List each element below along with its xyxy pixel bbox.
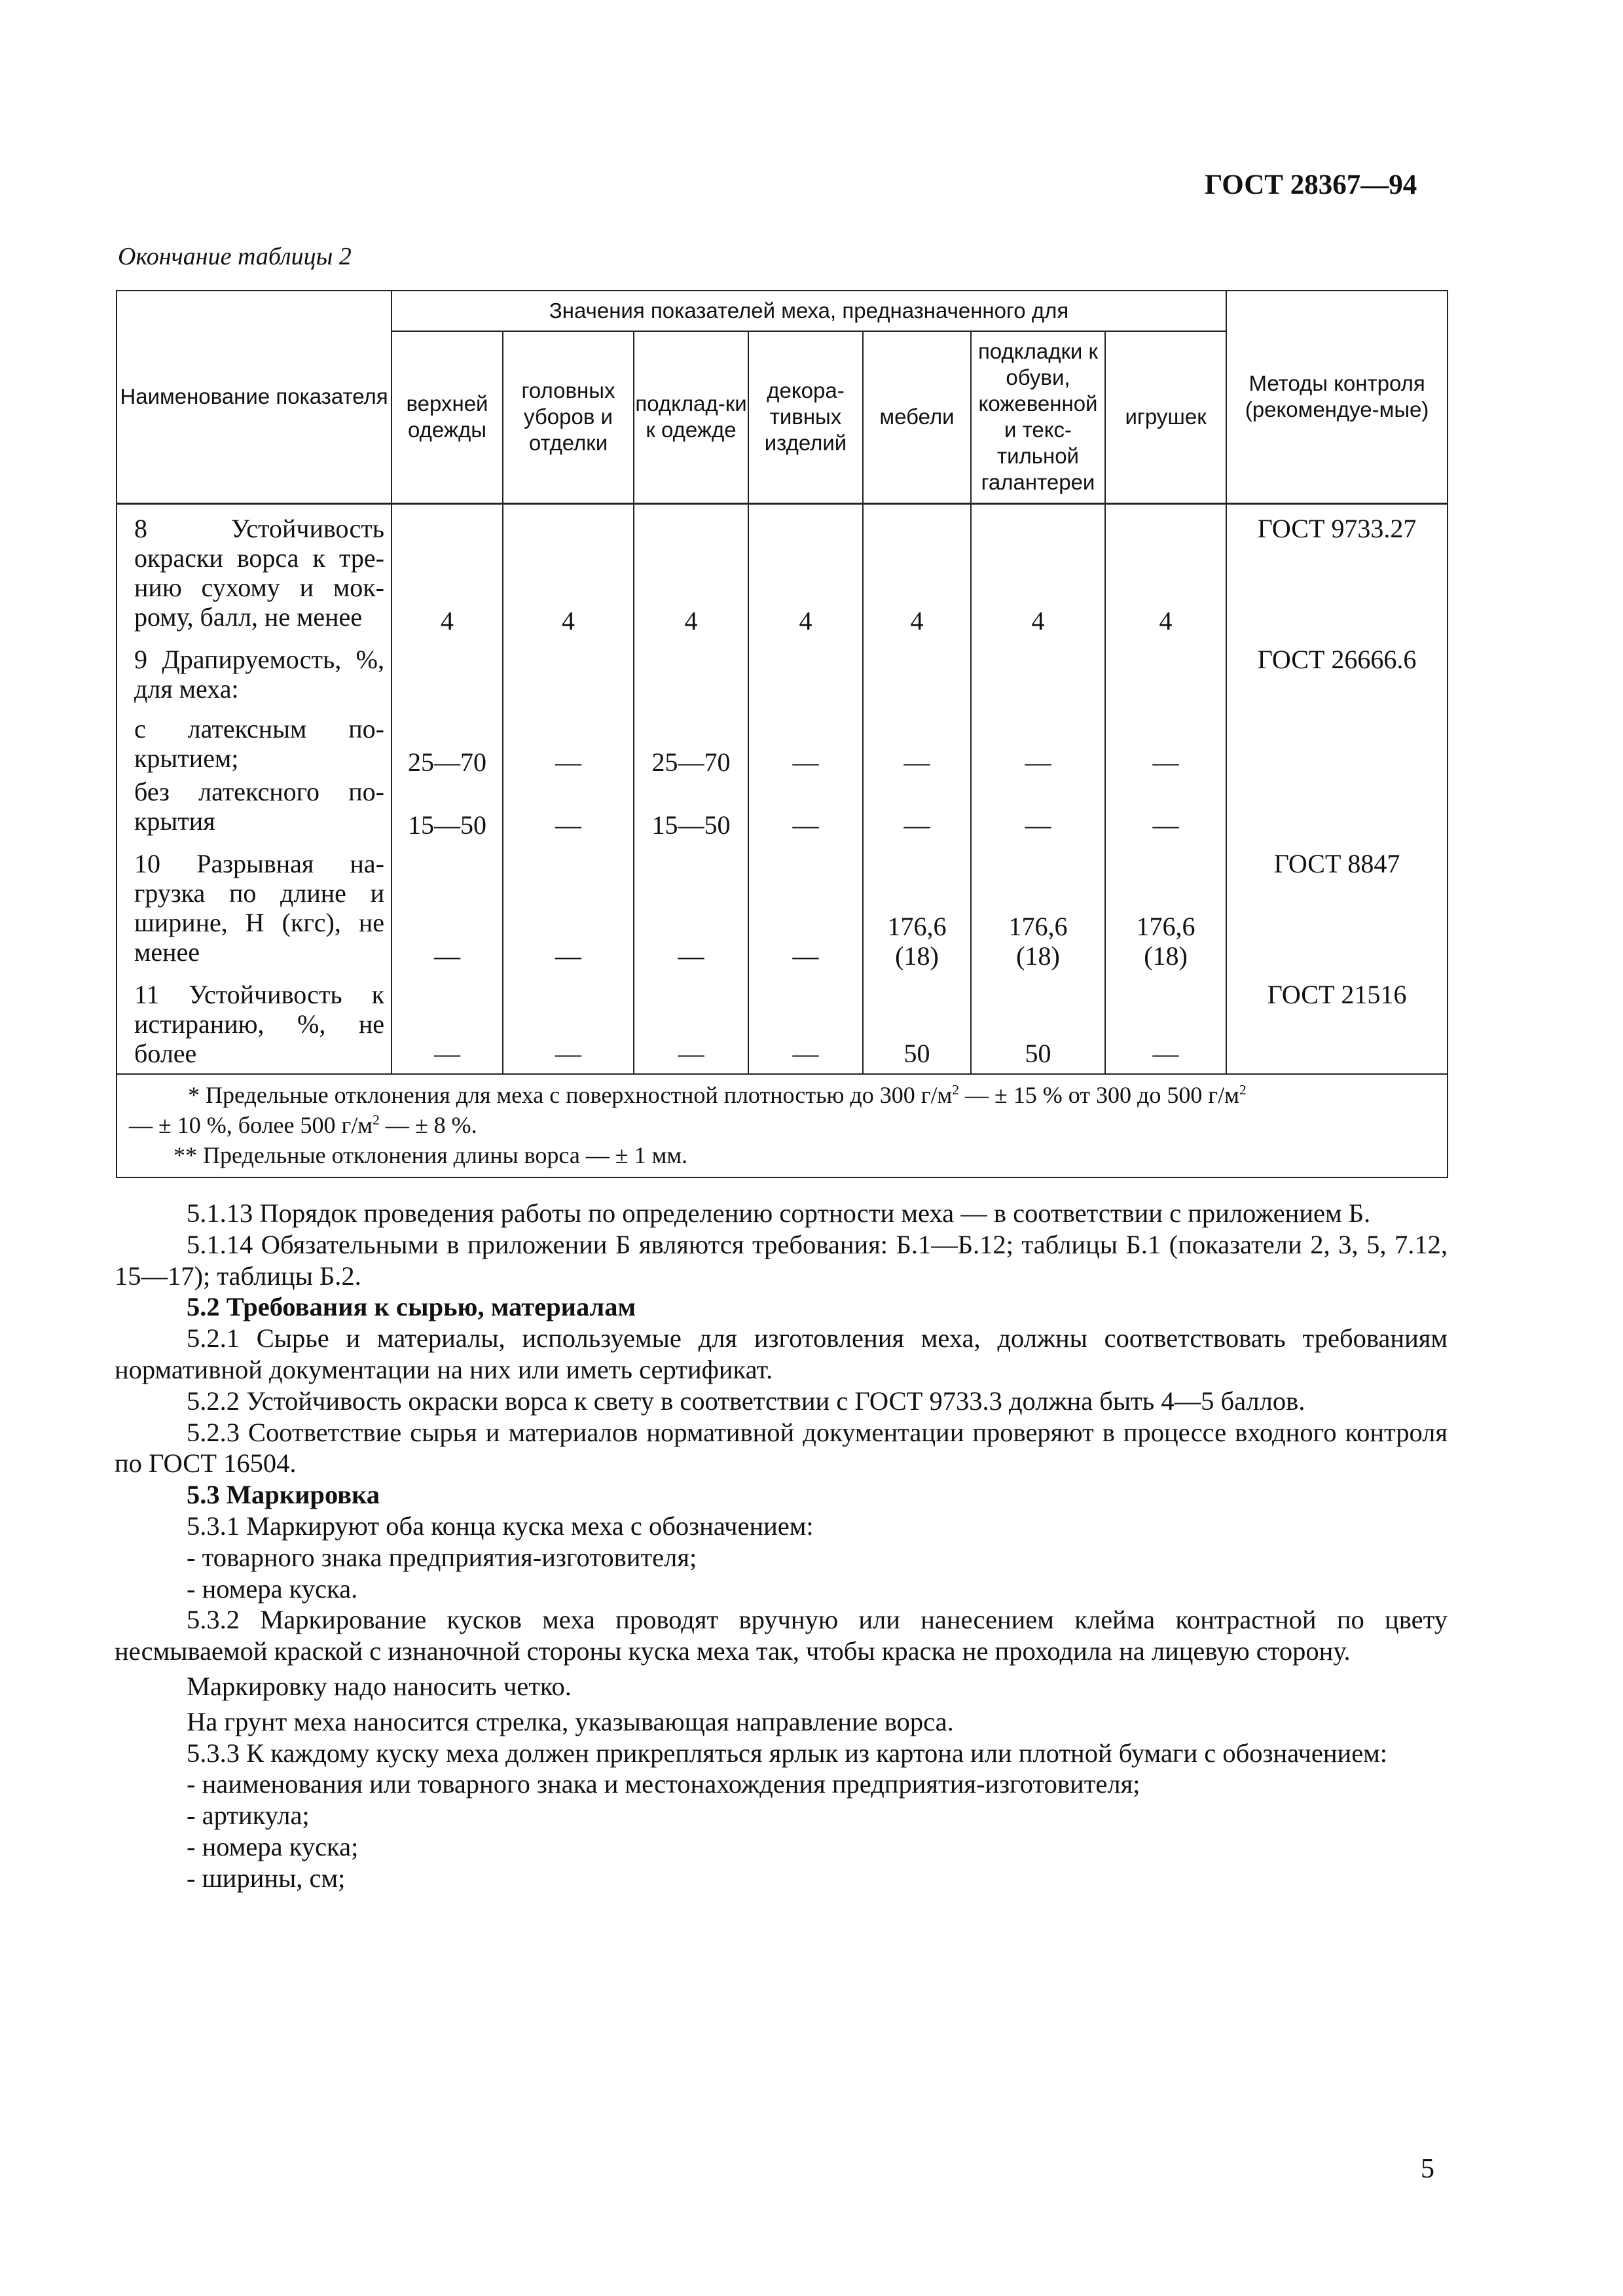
method-cell: ГОСТ 8847 xyxy=(1226,840,1448,971)
cell: 4 xyxy=(392,503,503,636)
cell: — xyxy=(634,971,748,1074)
para-5-2-3: 5.2.3 Соответствие сырья и материалов нормативной документации проверяют в процессе входного контроля по ГОСТ 16504. xyxy=(115,1417,1448,1479)
header-col-7: игрушек xyxy=(1105,331,1226,503)
cell: — xyxy=(863,709,971,777)
cell: — xyxy=(971,777,1105,840)
cell: — xyxy=(863,777,971,840)
para-5-3-1: 5.3.1 Маркируют оба конца куска меха с обозначением: xyxy=(187,1511,814,1541)
row-name: 10 Разрывная на-грузка по длине и ширине, Н (кгс), не менее xyxy=(117,840,392,971)
para-5-3-2-c: На грунт меха наносится стрелка, указывающая направление ворса. xyxy=(187,1706,954,1736)
cell: 25—70 xyxy=(634,709,748,777)
table-row xyxy=(117,503,1448,636)
cell: 4 xyxy=(748,503,863,636)
cell: — xyxy=(748,840,863,971)
para-5-3-3: 5.3.3 К каждому куску меха должен прикрепляться ярлык из картона или плотной бумаги с обозначением: xyxy=(187,1738,1388,1768)
list-item: - товарного знака предприятия-изготовителя; xyxy=(187,1542,697,1572)
row-name: без латексного по-крытия xyxy=(117,777,392,840)
cell: 50 xyxy=(863,971,971,1074)
cell: — xyxy=(1105,971,1226,1074)
method-cell: ГОСТ 21516 xyxy=(1226,971,1448,1074)
section-5-2: 5.2 Требования к сырью, материалам xyxy=(187,1292,636,1322)
table-row xyxy=(117,709,1448,777)
footnote-1-cont: — ± 10 %, более 500 $г/м^2$ — ± 8 %. xyxy=(129,1111,477,1138)
cell: 25—70 xyxy=(392,709,503,777)
cell: 176,6 (18) xyxy=(971,840,1105,971)
cell: 4 xyxy=(503,503,634,636)
cell: 4 xyxy=(1105,503,1226,636)
cell: — xyxy=(748,777,863,840)
cell: 176,6 (18) xyxy=(863,840,971,971)
cell: — xyxy=(748,709,863,777)
footnote-1: * Предельные отклонения для меха с поверхностной плотностью до 300 $г/м^2$ — ± 15 % от 300 до 500 $г/м^2$ xyxy=(188,1081,1247,1108)
table-row xyxy=(117,636,1448,709)
cell: — xyxy=(503,777,634,840)
header-col-5: мебели xyxy=(863,331,971,503)
list-item: - наименования или товарного знака и местонахождения предприятия-изготовителя; xyxy=(187,1769,1140,1799)
para-5-2-2: 5.2.2 Устойчивость окраски ворса к свету в соответствии с ГОСТ 9733.3 должна быть 4—5 баллов. xyxy=(187,1386,1305,1416)
cell: 176,6 (18) xyxy=(1105,840,1226,971)
para-5-3-2: 5.3.2 Маркирование кусков меха проводят вручную или нанесением клейма контрастной по цвету несмываемой краской с изнаночной стороны куска меха так, чтобы краска не проходила на лицевую сторону. xyxy=(115,1605,1448,1666)
header-group: Значения показателей меха, предназначенного для xyxy=(392,291,1226,331)
list-item: - номера куска; xyxy=(187,1831,359,1861)
row-name: 9 Драпируемость, %, для меха: xyxy=(117,636,392,709)
list-item: - номера куска. xyxy=(187,1573,358,1604)
header-name: Наименование показателя xyxy=(117,291,392,503)
table-footnotes xyxy=(117,1074,1448,1177)
cell: — xyxy=(634,840,748,971)
cell: 4 xyxy=(971,503,1105,636)
method-cell: ГОСТ 9733.27 xyxy=(1226,503,1448,636)
page-number: 5 xyxy=(1421,2154,1434,2184)
row-name: 11 Устойчивость к истиранию, %, не более xyxy=(117,971,392,1074)
cell: — xyxy=(971,709,1105,777)
table-row xyxy=(117,777,1448,840)
cell: — xyxy=(503,709,634,777)
header-col-2: головных уборов и отделки xyxy=(503,331,634,503)
header-col-6: подкладки к обуви, кожевенной и текс-тильной галантереи xyxy=(971,331,1105,503)
table-caption: Окончание таблицы 2 xyxy=(118,243,352,270)
para-5-1-13: 5.1.13 Порядок проведения работы по определению сортности меха — в соответствии с приложением Б. xyxy=(187,1198,1371,1228)
header-col-1: верхней одежды xyxy=(392,331,503,503)
cell: — xyxy=(1105,709,1226,777)
cell: — xyxy=(748,971,863,1074)
row-name: 8 Устойчивость окраски ворса к тре-нию сухому и мок-рому, балл, не менее xyxy=(117,503,392,636)
header-methods: Методы контроля (рекомендуе-мые) xyxy=(1226,291,1448,503)
para-5-3-2-b: Маркировку надо наносить четко. xyxy=(187,1671,572,1701)
table-row xyxy=(117,840,1448,971)
row-name: с латексным по-крытием; xyxy=(117,709,392,777)
footnote-2: ** Предельные отклонения длины ворса — ± 1 мм. xyxy=(173,1141,688,1168)
cell: — xyxy=(503,840,634,971)
cell: 50 xyxy=(971,971,1105,1074)
list-item: - артикула; xyxy=(187,1801,310,1831)
header-col-3: подклад-ки к одежде xyxy=(634,331,748,503)
cell: — xyxy=(392,971,503,1074)
body-text xyxy=(115,1198,1448,1894)
cell: 15—50 xyxy=(392,777,503,840)
header-col-4: декора-тивных изделий xyxy=(748,331,863,503)
table-row xyxy=(117,971,1448,1074)
properties-table xyxy=(116,290,1448,1178)
cell: 15—50 xyxy=(634,777,748,840)
cell: 4 xyxy=(634,503,748,636)
document-code: ГОСТ 28367—94 xyxy=(1205,170,1417,200)
cell: — xyxy=(1105,777,1226,840)
cell: 4 xyxy=(863,503,971,636)
method-cell: ГОСТ 26666.6 xyxy=(1226,636,1448,709)
para-5-1-14: 5.1.14 Обязательными в приложении Б являются требования: Б.1—Б.12; таблицы Б.1 (показатели 2, 3, 5, 7.12, 15—17); таблицы Б.2. xyxy=(115,1229,1448,1291)
list-item: - ширины, см; xyxy=(187,1863,346,1893)
section-5-3: 5.3 Маркировка xyxy=(187,1480,380,1510)
cell: — xyxy=(392,840,503,971)
para-5-2-1: 5.2.1 Сырье и материалы, используемые для изготовления меха, должны соответствовать требованиям нормативной документации на них или иметь сертификат. xyxy=(115,1323,1448,1384)
cell: — xyxy=(503,971,634,1074)
